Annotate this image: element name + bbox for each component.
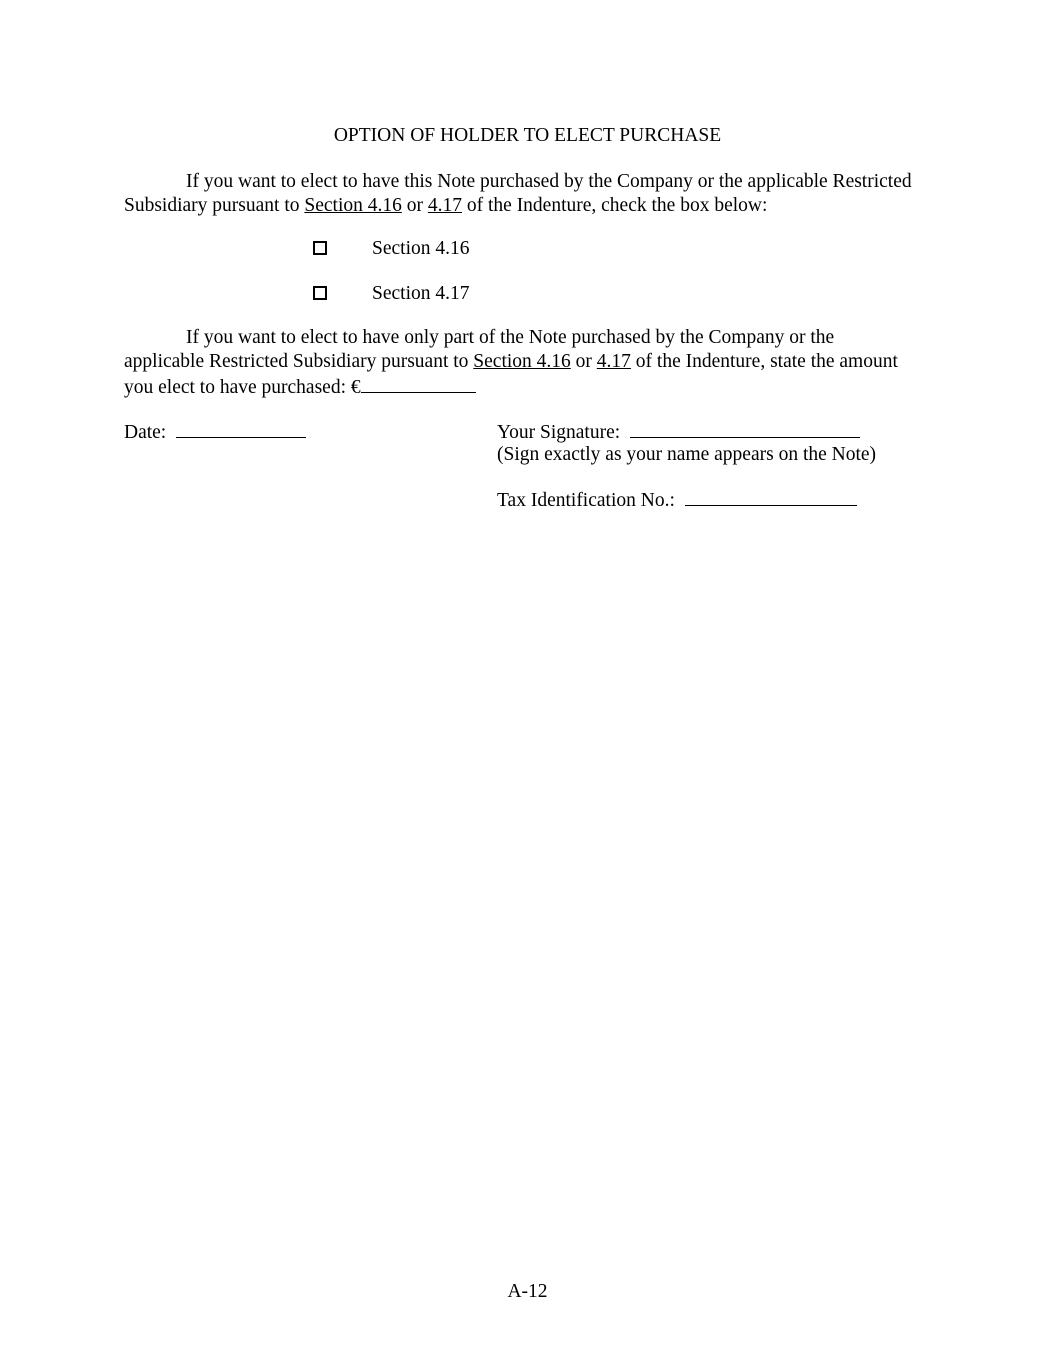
para1-tail: of the Indenture, check the box below:: [462, 195, 768, 216]
option-label-4-16: Section 4.16: [372, 238, 470, 259]
tax-id-field[interactable]: [685, 487, 857, 506]
date-label: Date:: [124, 422, 167, 443]
option-label-4-17: Section 4.17: [372, 283, 470, 304]
para2-text: If you want to elect to have only part of the Note purchased by the Company or the applicable Restricted Subsidiary pursuant to: [124, 327, 835, 372]
instruction-paragraph-2: [124, 326, 914, 400]
para2-conjunction: or: [570, 351, 597, 372]
option-section-4-16[interactable]: [313, 238, 327, 262]
page-title: OPTION OF HOLDER TO ELECT PURCHASE: [333, 125, 722, 146]
amount-field[interactable]: [361, 374, 476, 393]
para1-conjunction: or: [401, 195, 428, 216]
section-4-17-reference: 4.17: [427, 195, 462, 216]
instruction-paragraph-1: [124, 170, 914, 218]
section-4-16-reference-2: Section 4.16: [473, 351, 571, 372]
para1-text: If you want to elect to have this Note purchased by the Company or the applicable Restricted Subsidiary pursuant to: [124, 171, 912, 216]
tax-id-label: Tax Identification No.:: [497, 490, 675, 511]
date-row: [124, 419, 306, 445]
signature-label: Your Signature:: [497, 422, 621, 443]
checkbox-section-4-17[interactable]: [313, 286, 327, 300]
page-number: A-12: [507, 1281, 548, 1302]
para2-tail: of the Indenture, state the amount you elect to have purchased: €: [124, 351, 898, 398]
signature-field[interactable]: [630, 419, 860, 438]
section-4-16-reference: Section 4.16: [304, 195, 402, 216]
section-4-17-reference-2: 4.17: [596, 351, 631, 372]
option-section-4-17[interactable]: [313, 283, 327, 307]
date-field[interactable]: [176, 419, 306, 438]
signature-row: [497, 419, 860, 445]
checkbox-section-4-16[interactable]: [313, 241, 327, 255]
tax-id-row: [497, 487, 857, 513]
signature-instruction: (Sign exactly as your name appears on the Note): [497, 444, 877, 465]
